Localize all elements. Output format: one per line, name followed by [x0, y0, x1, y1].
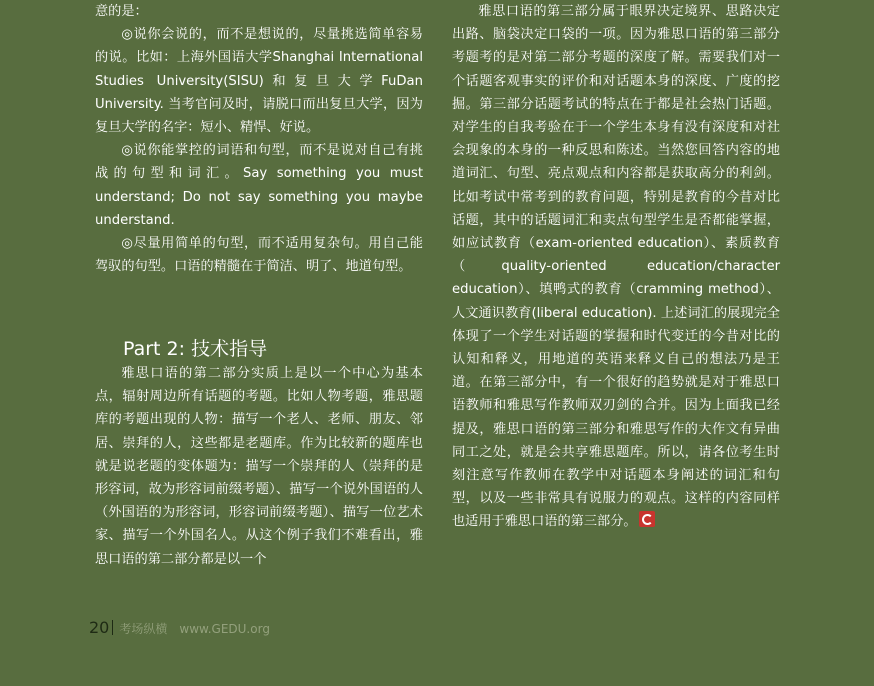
- tip-paragraph-3: ◎尽量用简单的句型，而不适用复杂句。用自己能驾驭的句型。口语的精髓在于简洁、明了、地道句型。: [95, 236, 423, 275]
- right-column: [452, 0, 780, 534]
- part3-paragraph: [452, 0, 780, 534]
- left-top-fragment: 意的是：: [95, 4, 148, 19]
- part2-paragraph: 雅思口语的第二部分实质上是以一个中心为基本点，辐射周边所有话题的考题。比如人物考题，雅思题库的考题出现的人物：描写一个老人、老师、朋友、邻居、崇拜的人，这些都是老题库。作为比较新的题库也就是说老题的变体题为：描写一个崇拜的人（崇拜的是形容词，故为形容词前缀考题）、描写一个说外国语的人（外国语的为形容词，形容词前缀考题）、描写一位艺术家、描写一个外国名人。从这个例子我们不难看出，雅思口语的第二部分都是以一个: [95, 366, 423, 567]
- website-link[interactable]: www.GEDU.org: [179, 622, 270, 636]
- section-body: [95, 362, 423, 571]
- tip-paragraph-1: ◎说你会说的，而不是想说的，尽量挑选简单容易的说。比如：上海外国语大学Shanghai International Studies University(SISU)和复旦大学FuDan University. 当考官问及时，请脱口而出复旦大学，因为复旦大学的名字：短小、精悍、好说。: [95, 27, 423, 136]
- gedu-logo-icon: [639, 511, 655, 527]
- footer-divider: [112, 620, 113, 635]
- part3-text: 雅思口语的第三部分属于眼界决定境界、思路决定出路、脑袋决定口袋的一项。因为雅思口语的第三部分考题考的是对第二部分考题的深度了解。需要我们对一个话题客观事实的评价和对话题本身的深度、广度的挖掘。第三部分话题考试的特点在于都是社会热门话题。对学生的自我考验在于一个学生本身有没有深度和对社会现象的本身的一种反思和陈述。当然您回答内容的地道词汇、句型、亮点观点和内容都是获取高分的利剑。比如考试中常考到的教育问题，特别是教育的今昔对比话题，其中的话题词汇和卖点句型学生是否都能掌握，如应试教育（exam-oriented education）、素质教育（quality-oriented education/character education）、填鸭式的教育（cramming method）、人文通识教育(liberal education). 上述词汇的展现完全体现了一个学生对话题的掌握和时代变迁的今昔对比的认知和释义，用地道的英语来释义自己的想法乃是王道。在第三部分中，有一个很好的趋势就是对于雅思口语教师和雅思写作教师双刃剑的合并。因为上面我已经提及，雅思口语的第三部分和雅思写作的大作文有异曲同工之处，就是会共享雅思题库。所以，请各位考生时刻注意写作教师在教学中对话题本身阐述的词汇和句型，以及一些非常具有说服力的观点。这样的内容同样也适用于雅思口语的第三部分。: [452, 4, 780, 530]
- section-heading: Part 2: 技术指导: [123, 338, 268, 360]
- magazine-name: 考场纵横: [119, 622, 168, 636]
- page-number: 20: [89, 618, 110, 637]
- left-column: [95, 0, 423, 278]
- tip-paragraph-2: ◎说你能掌控的词语和句型，而不是说对自己有挑战的句型和词汇。Say something you must understand; Do not say something you maybe understand.: [95, 143, 423, 228]
- page-footer: [89, 618, 270, 637]
